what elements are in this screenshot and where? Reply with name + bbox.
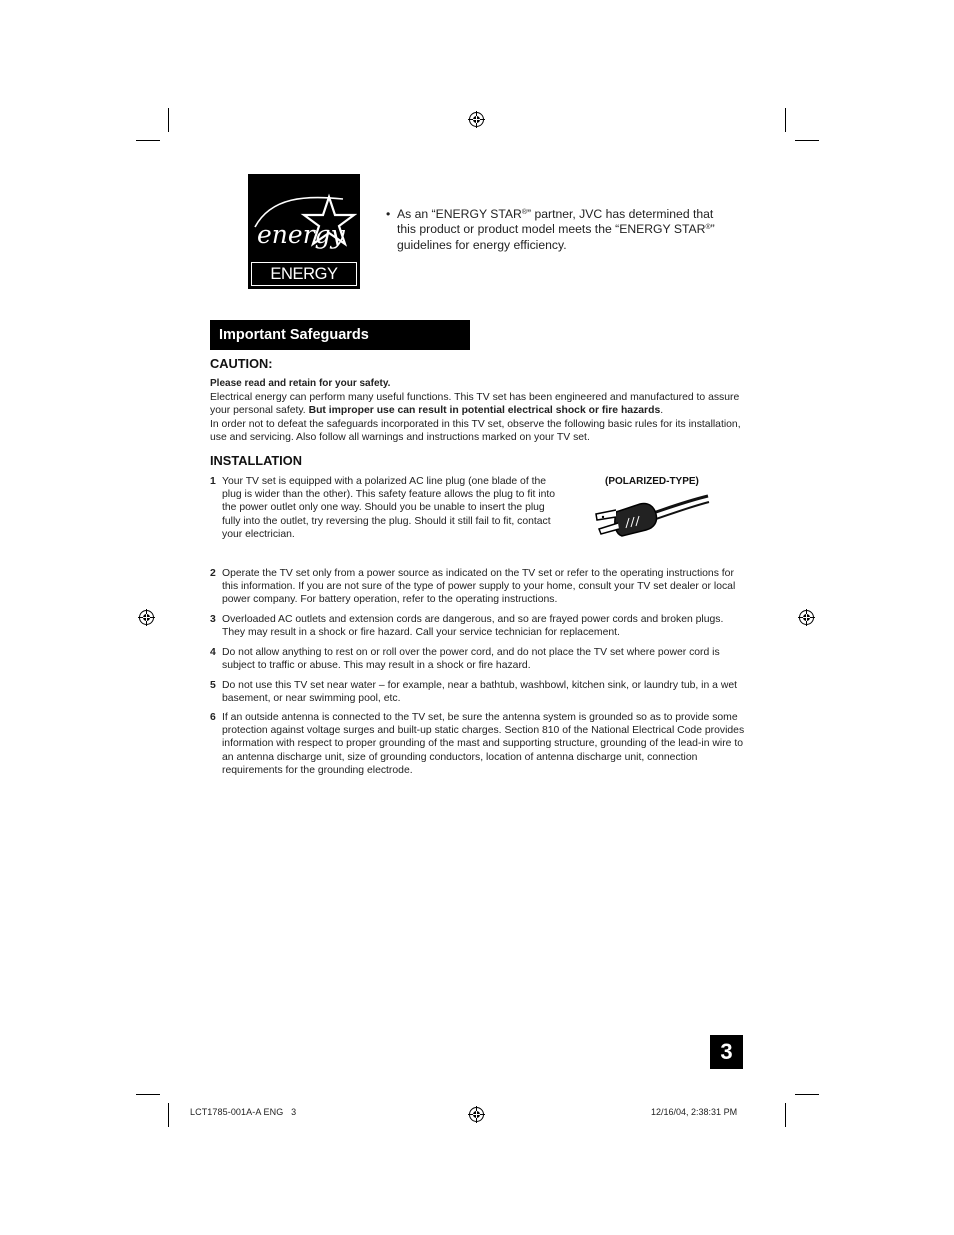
crop-mark-bottom-left-vertical bbox=[168, 1103, 169, 1127]
crop-mark-bottom-left-horizontal bbox=[136, 1094, 160, 1095]
item-number: 4 bbox=[210, 647, 216, 658]
plug-label: (POLARIZED-TYPE) bbox=[605, 476, 699, 487]
crop-mark-top-left-vertical bbox=[168, 108, 169, 132]
retain-notice: Please read and retain for your safety. bbox=[210, 378, 391, 389]
list-item bbox=[210, 679, 746, 705]
item-text: Overloaded AC outlets and extension cords are dangerous, and so are frayed power cords and broken plugs. They may result in a shock or fire hazard. Call your service technician for replacement. bbox=[222, 614, 724, 639]
item-number: 5 bbox=[210, 680, 216, 691]
item-text: Do not use this TV set near water – for example, near a bathtub, washbowl, kitchen sink, or laundry tub, in a wet basement, or near swimming pool, etc. bbox=[222, 680, 737, 705]
energy-star-logo bbox=[248, 174, 360, 305]
caution-heading: CAUTION: bbox=[210, 356, 273, 371]
energy-star-note bbox=[386, 207, 716, 253]
registration-mark-icon bbox=[138, 609, 155, 626]
crop-mark-top-right-vertical bbox=[785, 108, 786, 132]
energy-script-word: energy bbox=[257, 220, 345, 249]
caution-paragraph: In order not to defeat the safeguards incorporated in this TV set, observe the following basic rules for its installation, use and servicing. Also follow all warnings and instructions marked on your TV set. bbox=[210, 418, 741, 443]
section-title-bar: Important Safeguards bbox=[210, 320, 470, 350]
registered-mark: ® bbox=[521, 209, 528, 216]
list-item bbox=[210, 475, 566, 541]
registration-mark-icon bbox=[798, 609, 815, 626]
energy-star-label: ENERGY STAR bbox=[251, 262, 357, 286]
bullet: • bbox=[386, 207, 391, 221]
polarized-plug-icon bbox=[588, 490, 710, 538]
list-item bbox=[210, 646, 746, 672]
hazard-warning: But improper use can result in potential electrical shock or fire hazards bbox=[308, 405, 661, 416]
footer-timestamp: 12/16/04, 2:38:31 PM bbox=[651, 1107, 738, 1117]
registered-mark: ® bbox=[705, 224, 711, 232]
list-item bbox=[210, 711, 746, 777]
crop-mark-bottom-right-horizontal bbox=[795, 1094, 819, 1095]
page-number: 3 bbox=[710, 1035, 743, 1069]
item-number: 1 bbox=[210, 476, 216, 487]
item-text: Do not allow anything to rest on or roll over the power cord, and do not place the TV set where power cord is subject to traffic or abuse. This may result in a shock or fire hazard. bbox=[222, 647, 720, 672]
caution-text bbox=[210, 377, 746, 445]
installation-heading: INSTALLATION bbox=[210, 453, 302, 468]
crop-mark-top-left-horizontal bbox=[136, 140, 160, 141]
energy-note-text: As an “ENERGY STAR®” partner, JVC has determined that this product or product model meets the “ENERGY STAR®” guidelines for energy efficiency. bbox=[397, 207, 715, 252]
list-item bbox=[210, 613, 746, 639]
item-number: 2 bbox=[210, 568, 216, 579]
registration-mark-icon bbox=[468, 1106, 485, 1123]
crop-mark-top-right-horizontal bbox=[795, 140, 819, 141]
list-item bbox=[210, 567, 746, 607]
item-number: 6 bbox=[210, 712, 216, 723]
item-text: Operate the TV set only from a power source as indicated on the TV set or refer to the operating instructions for this information. If you are not sure of the type of power supply to your home, consult your TV set dealer or local power company. For battery operation, refer to the operating instructions. bbox=[222, 568, 736, 606]
item-text: If an outside antenna is connected to the TV set, be sure the antenna system is grounded so as to provide some protection against voltage surges and built-up static charges. Section 810 of the National Electrical Code provides information with respect to proper grounding of the mast and supporting structure, grounding of the lead-in wire to an antenna discharge unit, size of grounding conductors, location of antenna discharge unit, connection requirements for the grounding electrode. bbox=[222, 712, 745, 776]
registration-mark-icon bbox=[468, 111, 485, 128]
caution-paragraph: Electrical energy can perform many useful functions. This TV set has been engineered and manufactured to assure your personal safety. But improper use can result in potential electrical shock or fire hazards. bbox=[210, 391, 740, 416]
footer-document-id: LCT1785-001A-A ENG 3 bbox=[190, 1107, 297, 1117]
crop-mark-bottom-right-vertical bbox=[785, 1103, 786, 1127]
item-number: 3 bbox=[210, 614, 216, 625]
energy-star-icon bbox=[251, 177, 357, 259]
item-text: Your TV set is equipped with a polarized AC line plug (one blade of the plug is wider than the other). This safety feature allows the plug to fit into the power outlet only one way. Should you be unable to insert the plug fully into the outlet, try reversing the plug. Should it still fail to fit, contact your electrician. bbox=[222, 476, 556, 540]
